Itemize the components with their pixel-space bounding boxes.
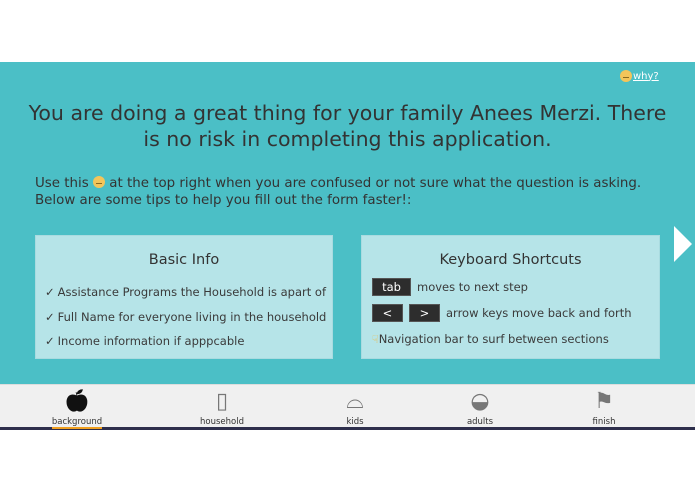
sandwich-icon: ◒: [470, 389, 490, 414]
arrow-desc: arrow keys move back and forth: [446, 306, 632, 320]
nav-label: kids: [346, 417, 364, 427]
page-headline: You are doing a great thing for your family Anees Merzi. There is no risk in completing this application.: [28, 101, 667, 151]
nav-item-kids[interactable]: [315, 385, 395, 427]
confused-emoji-icon: [93, 176, 105, 188]
basic-info-card: [35, 235, 333, 359]
nav-label: finish: [592, 417, 616, 427]
tips-line2: Below are some tips to help you fill out the form faster!:: [35, 193, 412, 208]
why-link[interactable]: why?: [633, 70, 659, 82]
list-item: ✓ Income information if apppcable: [45, 329, 332, 354]
confused-emoji-icon: [620, 70, 632, 82]
salad-bowl-icon: ⌓: [346, 389, 364, 414]
nav-item-finish[interactable]: [564, 385, 644, 427]
forward-key: >: [409, 304, 440, 322]
nav-item-background[interactable]: [37, 385, 117, 427]
milk-carton-icon: ▯: [215, 389, 229, 414]
back-key: <: [372, 304, 403, 322]
tips-text: [35, 175, 641, 209]
nav-label: adults: [466, 417, 494, 427]
nav-item-household[interactable]: [182, 385, 262, 427]
keyboard-shortcuts-card: [361, 235, 660, 359]
tab-key: tab: [372, 278, 411, 296]
tips-line1b: at the top right when you are confused or not sure what the question is asking.: [109, 176, 642, 191]
apple-icon: 🍎︎: [63, 389, 91, 414]
nav-label: background: [51, 417, 103, 427]
shortcuts-title: Keyboard Shortcuts: [439, 252, 582, 268]
list-item: ✓ Assistance Programs the Household is apart of: [45, 280, 332, 305]
checkered-flag-icon: ⚑: [594, 389, 614, 414]
help-link[interactable]: [620, 70, 659, 82]
basic-info-title: Basic Info: [148, 252, 220, 268]
nav-label: household: [200, 417, 244, 427]
list-item: ✓ Full Name for everyone living in the household: [45, 305, 332, 330]
pointing-hand-icon: ☟: [372, 332, 379, 346]
nav-desc: Navigation bar to surf between sections: [378, 332, 609, 346]
navigation-bar: [0, 384, 695, 430]
nav-item-adults[interactable]: [440, 385, 520, 427]
tips-line1a: Use this: [35, 176, 89, 191]
tab-desc: moves to next step: [417, 280, 528, 294]
next-arrow-button[interactable]: [674, 226, 692, 262]
